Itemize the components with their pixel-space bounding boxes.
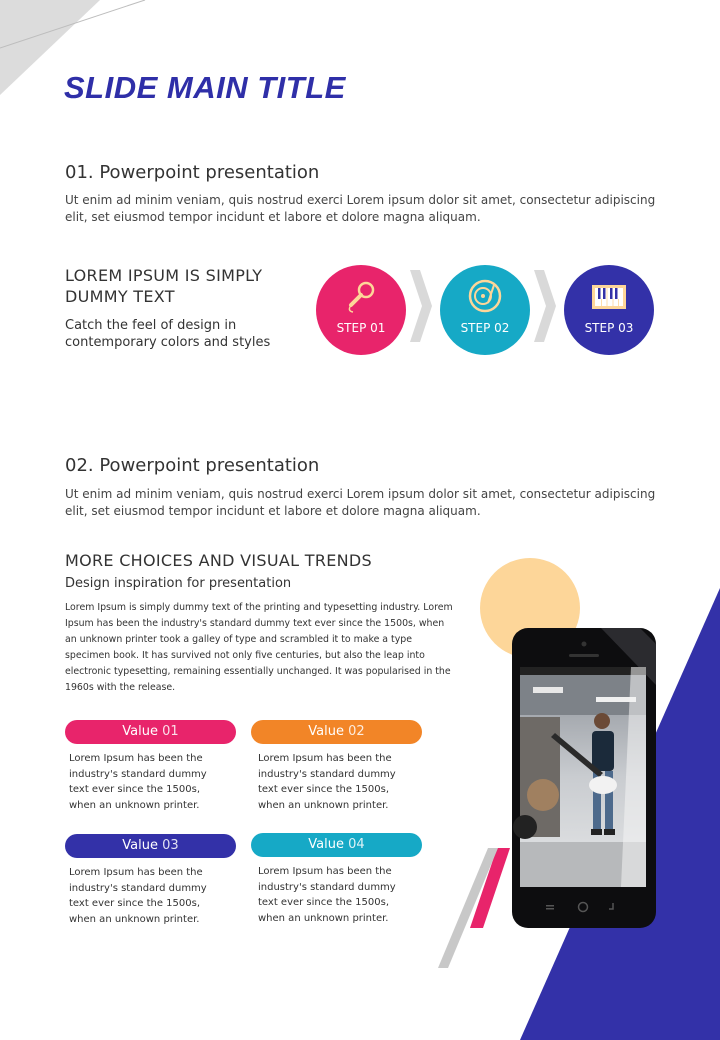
choices-subheading: Design inspiration for presentation (65, 576, 292, 591)
section2-body: Ut enim ad minim veniam, quis nostrud exerci Lorem ipsum dolor sit amet, consectetur adipiscing elit, set eiusmod tempor incidunt et labore et dolore magna aliquam. (65, 487, 656, 518)
step-label: STEP 03 (584, 321, 634, 335)
value-03-pill (65, 834, 236, 858)
choices-heading: MORE CHOICES AND VISUAL TRENDS (65, 551, 372, 570)
feature-subtext: Catch the feel of design in contemporary colors and styles (65, 318, 271, 350)
step-label: STEP 02 (460, 321, 510, 335)
value-word: Value (308, 724, 344, 739)
step-label: STEP 01 (336, 321, 386, 335)
chevron-right-icon (408, 268, 434, 344)
value-03-text: Lorem Ipsum has been the industry's standard dummy text ever since the 1500s, when an unknown printer. (69, 867, 207, 926)
value-number: 03 (162, 838, 179, 853)
value-word: Value (308, 837, 344, 852)
section1-body: Ut enim ad minim veniam, quis nostrud exerci Lorem ipsum dolor sit amet, consectetur adipiscing elit, set eiusmod tempor incidunt et labore et dolore magna aliquam. (65, 193, 656, 224)
turntable-icon (466, 277, 504, 315)
choices-paragraph: Lorem Ipsum is simply dummy text of the printing and typesetting industry. Lorem Ipsum has been the industry's standard dummy text ever since the 1500s, when an unknown printer took a galley of type and scrambled it to make a type specimen book. It has survived not only five centuries, but also the leap into electronic typesetting, remaining essentially unchanged. It was popularised in the 1960s with the release. (65, 602, 453, 693)
value-02-text: Lorem Ipsum has been the industry's standard dummy text ever since the 1500s, when an unknown printer. (258, 753, 396, 812)
section1-heading: 01. Powerpoint presentation (65, 162, 320, 183)
feature-heading: LOREM IPSUM IS SIMPLY DUMMY TEXT (65, 266, 263, 306)
step-01 (316, 265, 406, 355)
piano-icon (588, 279, 630, 317)
microphone-icon (342, 277, 380, 315)
value-01-text: Lorem Ipsum has been the industry's standard dummy text ever since the 1500s, when an unknown printer. (69, 753, 207, 812)
value-04-text: Lorem Ipsum has been the industry's standard dummy text ever since the 1500s, when an unknown printer. (258, 866, 396, 925)
value-04-pill (251, 833, 422, 857)
step-03 (564, 265, 654, 355)
value-02-pill (251, 720, 422, 744)
section2-heading: 02. Powerpoint presentation (65, 455, 320, 476)
step-02 (440, 265, 530, 355)
chevron-right-icon (532, 268, 558, 344)
smartphone-mockup (511, 627, 657, 929)
value-word: Value (122, 838, 158, 853)
value-number: 02 (348, 724, 365, 739)
value-word: Value (122, 724, 158, 739)
page-title: SLIDE MAIN TITLE (64, 70, 346, 105)
value-01-pill (65, 720, 236, 744)
value-number: 01 (162, 724, 179, 739)
value-number: 04 (348, 837, 365, 852)
